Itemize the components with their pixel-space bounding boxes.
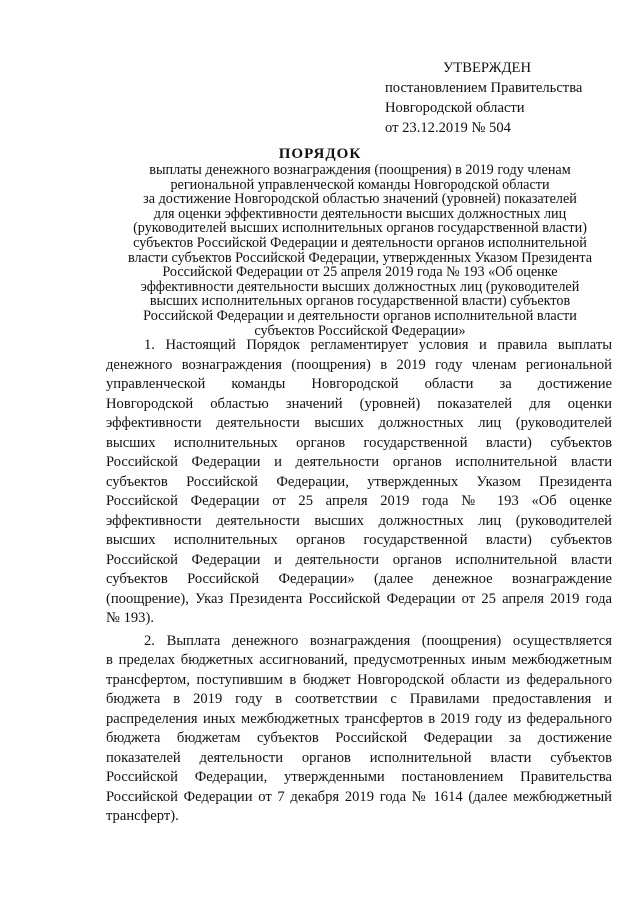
paragraph-line: Новгородской областью значений (уровней) показателей для оценки (106, 395, 612, 412)
subtitle-line: (руководителей высших исполнительных органов государственной власти) (133, 220, 587, 237)
paragraph-line: № 193). (106, 610, 154, 626)
paragraph-line: управленческой команды Новгородской области за достижение (106, 376, 612, 392)
document-body (106, 336, 612, 827)
paragraph-line: 2. Выплата денежного вознаграждения (поощрения) осуществляется (144, 632, 612, 649)
subtitle-line: региональной управленческой команды Новгородской области (170, 176, 550, 193)
subtitle-line: за достижение Новгородской областью значений (уровней) показателей (143, 191, 577, 208)
paragraph-line: бюджета бюджетам субъектов Российской Федерации за достижение (106, 730, 612, 746)
paragraph-line: эффективности деятельности высших должностных лиц (руководителей (106, 512, 612, 529)
paragraph-line: Российской Федерации и деятельности органов исполнительной власти (106, 551, 612, 568)
approval-line-1: постановлением Правительства (385, 80, 583, 96)
paragraph-line: высших исполнительных органов государственной власти) субъектов (106, 532, 612, 548)
approval-line-3: от 23.12.2019 № 504 (385, 120, 511, 136)
paragraph-line: эффективности деятельности высших должностных лиц (руководителей (106, 415, 612, 431)
subtitle-line: высших исполнительных органов государственной власти) субъектов (149, 293, 571, 310)
subtitle-line: власти субъектов Российской Федерации, утвержденных Указом Президента (127, 249, 593, 266)
paragraph-1 (106, 336, 612, 629)
paragraph-line: Российской Федерации от 25 апреля 2019 года № 193 «Об оценке (106, 493, 612, 509)
subtitle-line: для оценки эффективности деятельности высших должностных лиц (153, 205, 567, 222)
paragraph-line: трансферт). (106, 808, 179, 824)
paragraph-line: бюджета в 2019 году в соответствии с Правилами предоставления и (106, 691, 612, 707)
paragraph-line: Российской Федерации от 7 декабря 2019 года № 1614 (далее межбюджетный (106, 788, 612, 805)
paragraph-line: распределения иных межбюджетных трансфертов в 2019 году из федерального (106, 710, 612, 727)
paragraph-line: денежного вознаграждения (поощрения) в 2019 году членам региональной (106, 356, 612, 373)
paragraph-line: 1. Настоящий Порядок регламентирует условия и правила выплаты (144, 337, 612, 353)
subtitle-line: выплаты денежного вознаграждения (поощрения) в 2019 году членам (149, 162, 571, 178)
paragraph-line: (поощрение), Указ Президента Российской Федерации от 25 апреля 2019 года (106, 590, 612, 607)
subtitle-line: субъектов Российской Федерации и деятельности органов исполнительной (133, 234, 587, 251)
paragraph-line: Российской Федерации, утвержденными постановлением Правительства (106, 769, 612, 785)
paragraph-line: в пределах бюджетных ассигнований, предусмотренных иным межбюджетным (106, 652, 612, 668)
paragraph-line: субъектов Российской Федерации» (далее денежное вознаграждение (106, 571, 612, 587)
paragraph-2 (106, 632, 612, 827)
paragraph-line: показателей деятельности органов исполнительной власти субъектов (106, 749, 612, 766)
subtitle-line: субъектов Российской Федерации» (254, 322, 466, 339)
subtitle-line: Российской Федерации и деятельности органов исполнительной власти (143, 307, 577, 324)
document-title: ПОРЯДОК (278, 146, 362, 162)
paragraph-line: трансфертом, поступившим в бюджет Новгородской области из федерального (106, 671, 612, 688)
subtitle-line: эффективности деятельности высших должностных лиц (руководителей (140, 278, 580, 295)
paragraph-line: Российской Федерации и деятельности органов исполнительной власти (106, 454, 612, 470)
approval-line-2: Новгородской области (385, 100, 525, 116)
paragraph-line: субъектов Российской Федерации, утвержденных Указом Президента (106, 473, 612, 490)
approval-heading: УТВЕРЖДЕН (443, 60, 531, 76)
approval-stamp (385, 58, 625, 138)
document-subtitle (100, 163, 620, 338)
paragraph-line: высших исполнительных органов государственной власти) субъектов (106, 434, 612, 451)
subtitle-line: Российской Федерации от 25 апреля 2019 года № 193 «Об оценке (162, 264, 558, 281)
